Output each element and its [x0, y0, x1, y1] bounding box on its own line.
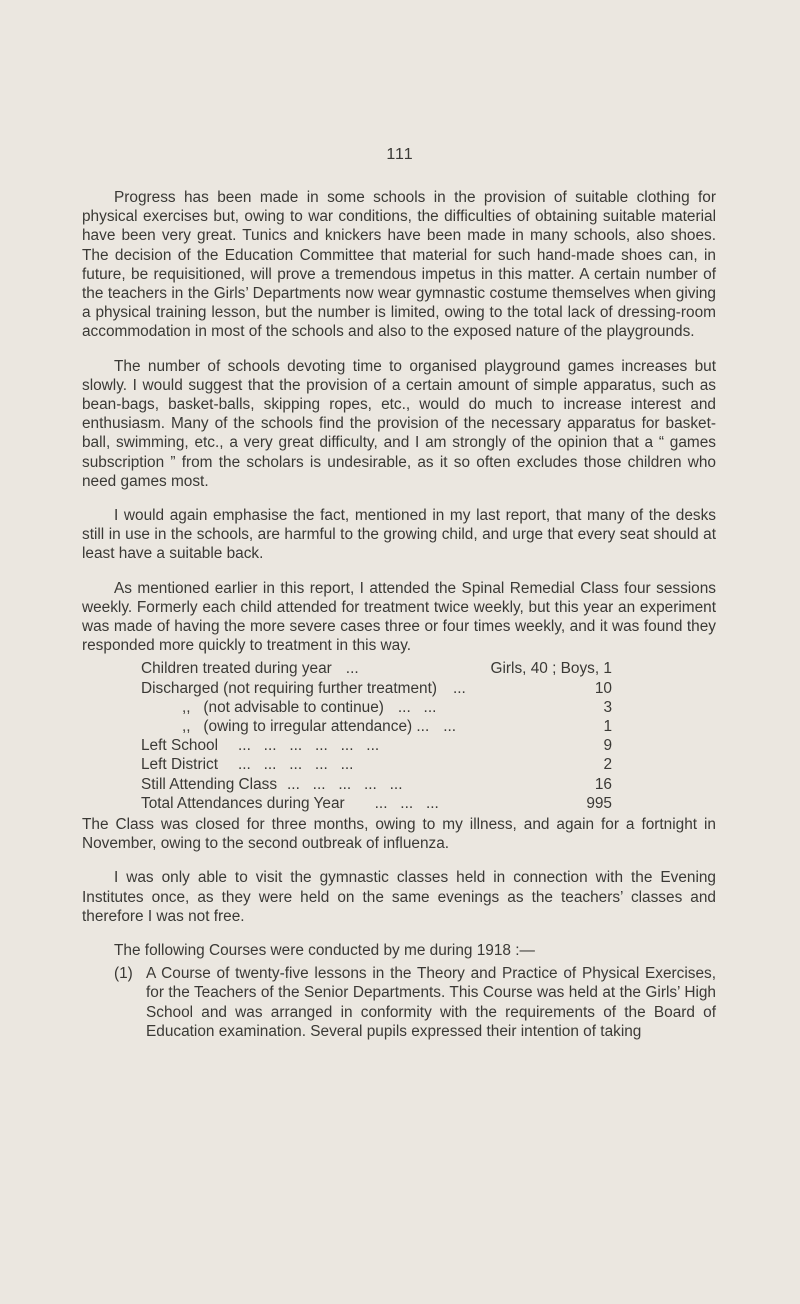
stat-value: 1 — [603, 718, 612, 736]
stat-label: Total Attendances during Year — [141, 794, 345, 812]
stat-leader: ... ... ... ... ... — [237, 756, 354, 774]
body-text — [82, 188, 716, 1056]
stat-label: Left School — [141, 737, 219, 755]
course-text: A Course of twenty-five lessons in the Theory and Practice of Physical Exercises, for the Teachers of the Senior Departments. This Course was held at the Girls’ High School and was arranged in conformity with the requirements of the Board of Education examination. Several pupils expressed their intention of taking — [146, 965, 716, 1040]
stat-leader: ... — [443, 718, 457, 736]
stat-label: ,, (not advisable to continue) — [182, 698, 384, 716]
stat-value: 2 — [603, 756, 612, 774]
stat-leader: ... ... — [397, 698, 437, 716]
stat-row — [82, 736, 716, 755]
paragraph-evening-institutes: I was only able to visit the gymnastic classes held in connection with the Evening Institutes once, as they were held on the same evenings as the teachers’ classes and therefore I was not free. — [82, 869, 716, 925]
stat-leader: ... ... ... — [374, 794, 439, 812]
stat-leader: ... ... ... ... ... ... — [238, 737, 380, 755]
stat-leader: ... — [345, 660, 359, 678]
stat-row — [82, 659, 716, 678]
stat-leader: ... — [452, 679, 466, 697]
paragraph-class-closed: The Class was closed for three months, owing to my illness, and again for a fortnight in November, owing to the second outbreak of influenza. — [82, 815, 716, 853]
stat-value: 3 — [603, 698, 612, 716]
stat-value: 16 — [594, 775, 612, 793]
stat-row — [82, 717, 716, 736]
page-number: 111 — [386, 146, 414, 163]
stat-label: Discharged (not requiring further treatment) — [141, 679, 437, 697]
stat-leader: ... ... ... ... ... — [287, 775, 403, 793]
paragraph-playground-games: The number of schools devoting time to organised playground games increases but slowly. I would suggest that the provision of a certain amount of simple apparatus, such as bean-bags, basket-balls, skipping ropes, etc., would do much to increase interest and enthusiasm. Many of the schools find the provision of the necessary apparatus for basket-ball, swimming, etc., a very great difficulty, and I am strongly of the opinion that a “ games subscription ” from the scholars is undesirable, as it so often excludes those children who need games most. — [82, 357, 716, 490]
course-item — [82, 964, 716, 1041]
stat-row — [82, 775, 716, 794]
paragraph-clothing: Progress has been made in some schools in the provision of suitable clothing for physical exercises but, owing to war conditions, the difficulties of obtaining suitable material have been very great. Tunics and knickers have been made in many schools, also shoes. The decision of the Education Committee that material for such hand-made shoes can, in future, be requisitioned, will prove a tremendous impetus in this matter. A certain number of the teachers in the Girls’ Departments now wear gymnastic costume themselves when giving a physical training lesson, but the number is limited, owing to the total lack of dressing-room accommodation in most of the schools and also to the exposed nature of the playgrounds. — [82, 189, 716, 341]
paragraph-courses-intro: The following Courses were conducted by me during 1918 :— — [114, 941, 535, 959]
course-number: (1) — [114, 965, 133, 983]
stat-label: Still Attending Class — [141, 775, 278, 793]
paragraph-desks: I would again emphasise the fact, mentioned in my last report, that many of the desks still in use in the schools, are harmful to the growing child, and urge that every seat should at least have a suitable back. — [82, 507, 716, 563]
stat-value: Girls, 40 ; Boys, 1 — [490, 660, 612, 678]
stat-label: Children treated during year — [141, 660, 332, 678]
treatment-statistics — [82, 659, 716, 813]
stat-row — [82, 698, 716, 717]
stat-row — [82, 679, 716, 698]
stat-row — [82, 755, 716, 774]
stat-value: 10 — [594, 679, 612, 697]
stat-value: 995 — [586, 794, 612, 812]
stat-label: ,, (owing to irregular attendance) ... — [182, 718, 430, 736]
stat-label: Left District — [141, 756, 218, 774]
stat-row — [82, 794, 716, 813]
stat-value: 9 — [603, 737, 612, 755]
paragraph-spinal-class: As mentioned earlier in this report, I attended the Spinal Remedial Class four sessions weekly. Formerly each child attended for treatment twice weekly, but this year an experiment was made of having the more severe cases three or four times weekly, and it was found they responded more quickly to treatment in this way. — [82, 579, 716, 655]
